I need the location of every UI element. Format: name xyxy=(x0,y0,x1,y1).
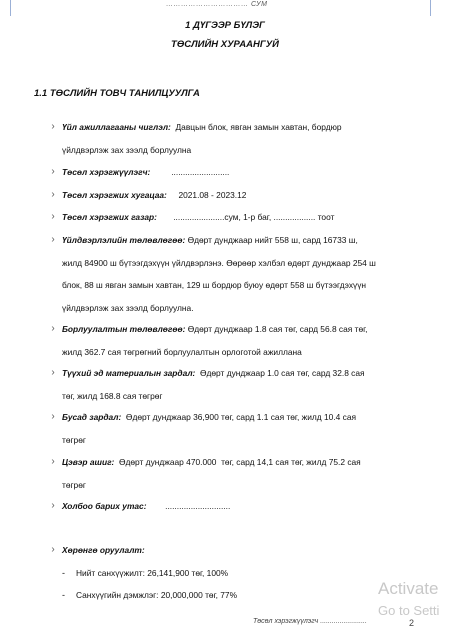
sub-item-text: Санхүүгийн дэмжлэг: 20,000,000 төг, 77% xyxy=(76,590,238,600)
item-value: ............................ xyxy=(146,501,231,511)
activate-windows-watermark xyxy=(378,578,439,622)
item-label: Цэвэр ашиг: xyxy=(62,457,115,467)
chevron-right-icon: › xyxy=(51,367,55,378)
chevron-right-icon: › xyxy=(51,189,55,200)
page-number: 2 xyxy=(409,618,415,628)
item-value: Өдөрт дунджаар нийт 558 ш, сард 16733 ш, xyxy=(185,235,358,245)
item-value: Өдөрт дунджаар 1.8 сая төг, сард 56.8 сая төг, xyxy=(185,324,368,334)
item-label: Хөрөнгө оруулалт: xyxy=(62,545,145,555)
summary-item xyxy=(51,184,430,207)
summary-item xyxy=(51,161,430,184)
item-label: Үйл ажиллагааны чиглэл: xyxy=(62,122,171,132)
chevron-right-icon: › xyxy=(51,544,55,555)
item-value: Давцын блок, явган замын хавтан, бордюр xyxy=(170,122,342,132)
chevron-right-icon: › xyxy=(51,211,55,222)
dash-marker: - xyxy=(62,568,65,578)
summary-item xyxy=(51,406,430,451)
chevron-right-icon: › xyxy=(51,166,55,177)
chapter-subtitle: ТӨСЛИЙН ХУРААНГУЙ xyxy=(171,39,279,50)
item-label: Үйлдвэрлэлийн төлөвлөгөө: xyxy=(62,235,186,245)
item-continuation: жилд 84900 ш бүтээгдэхүүн үйлдвэрлэнэ. Өөрөөр хэлбэл өдөрт дунджаар 254 ш xyxy=(62,257,376,268)
summary-item xyxy=(51,206,430,229)
item-label: Төсөл хэрэгжүүлэгч: xyxy=(62,167,151,177)
item-label: Түүхий эд материалын зардал: xyxy=(62,368,196,378)
item-continuation: үйлдвэрлэж зах зээлд борлуулна xyxy=(62,144,192,155)
chevron-right-icon: › xyxy=(51,121,55,132)
item-value: ......................сум, 1-р баг, .................. тоот xyxy=(156,212,335,222)
chevron-right-icon: › xyxy=(51,500,55,511)
chevron-right-icon: › xyxy=(51,456,55,467)
summary-item xyxy=(51,116,430,161)
item-continuation: жилд 362.7 сая төгрөгний борлуулалтын орлоготой ажиллана xyxy=(62,346,302,357)
header-text: …………………………… СУМ xyxy=(166,1,268,8)
chevron-right-icon: › xyxy=(51,411,55,422)
item-label: Холбоо барих утас: xyxy=(62,501,147,511)
chapter-title: 1 ДҮГЭЭР БҮЛЭГ xyxy=(185,20,265,31)
header-margin-line xyxy=(10,0,11,16)
item-value: Өдөрт дунджаар 470.000 төг, сард 14,1 сая төг, жилд 75.2 сая xyxy=(114,457,361,467)
dash-marker: - xyxy=(62,590,65,600)
item-continuation: төгрөг xyxy=(62,434,86,445)
summary-item xyxy=(51,451,430,496)
chevron-right-icon: › xyxy=(51,234,55,245)
item-continuation: төг, жилд 168.8 сая төгрөг xyxy=(62,390,163,401)
summary-item xyxy=(51,318,430,363)
item-label: Борлуулалтын төлөвлөгөө: xyxy=(62,324,186,334)
chevron-right-icon: › xyxy=(51,323,55,334)
watermark-line: Go to Setti xyxy=(378,603,440,618)
header-margin-line xyxy=(430,0,431,16)
summary-item xyxy=(51,539,430,562)
item-continuation: төгрөг xyxy=(62,479,86,490)
item-label: Төсөл хэрэгжих газар: xyxy=(62,212,157,222)
item-label: Төсөл хэрэгжих хугацаа: xyxy=(62,190,167,200)
watermark-line: Activate xyxy=(378,579,439,598)
item-value: Өдөрт дунджаар 1.0 сая төг, сард 32.8 сая xyxy=(195,368,365,378)
summary-item xyxy=(51,229,430,319)
item-value: 2021.08 - 2023.12 xyxy=(166,190,247,200)
section-title: 1.1 ТӨСЛИЙН ТОВЧ ТАНИЛЦУУЛГА xyxy=(34,88,200,99)
sub-item-text: Нийт санхүүжилт: 26,141,900 төг, 100% xyxy=(76,568,229,578)
footer-text: Төсөл хэрэгжүүлэгч ........................ xyxy=(253,618,367,625)
item-label: Бусад зардал: xyxy=(62,412,122,422)
item-continuation: блок, 88 ш явган замын хавтан, 129 ш бордюр буюу өдөрт 558 ш бүтээгдэхүүн xyxy=(62,280,367,290)
item-continuation: үйлдвэрлэж зах зээлд борлуулна. xyxy=(62,302,194,313)
summary-item xyxy=(51,362,430,407)
summary-item xyxy=(51,495,430,518)
item-value: ......................... xyxy=(150,167,230,177)
item-value: Өдөрт дунджаар 36,900 төг, сард 1.1 сая төг, жилд 10.4 сая xyxy=(121,412,357,422)
